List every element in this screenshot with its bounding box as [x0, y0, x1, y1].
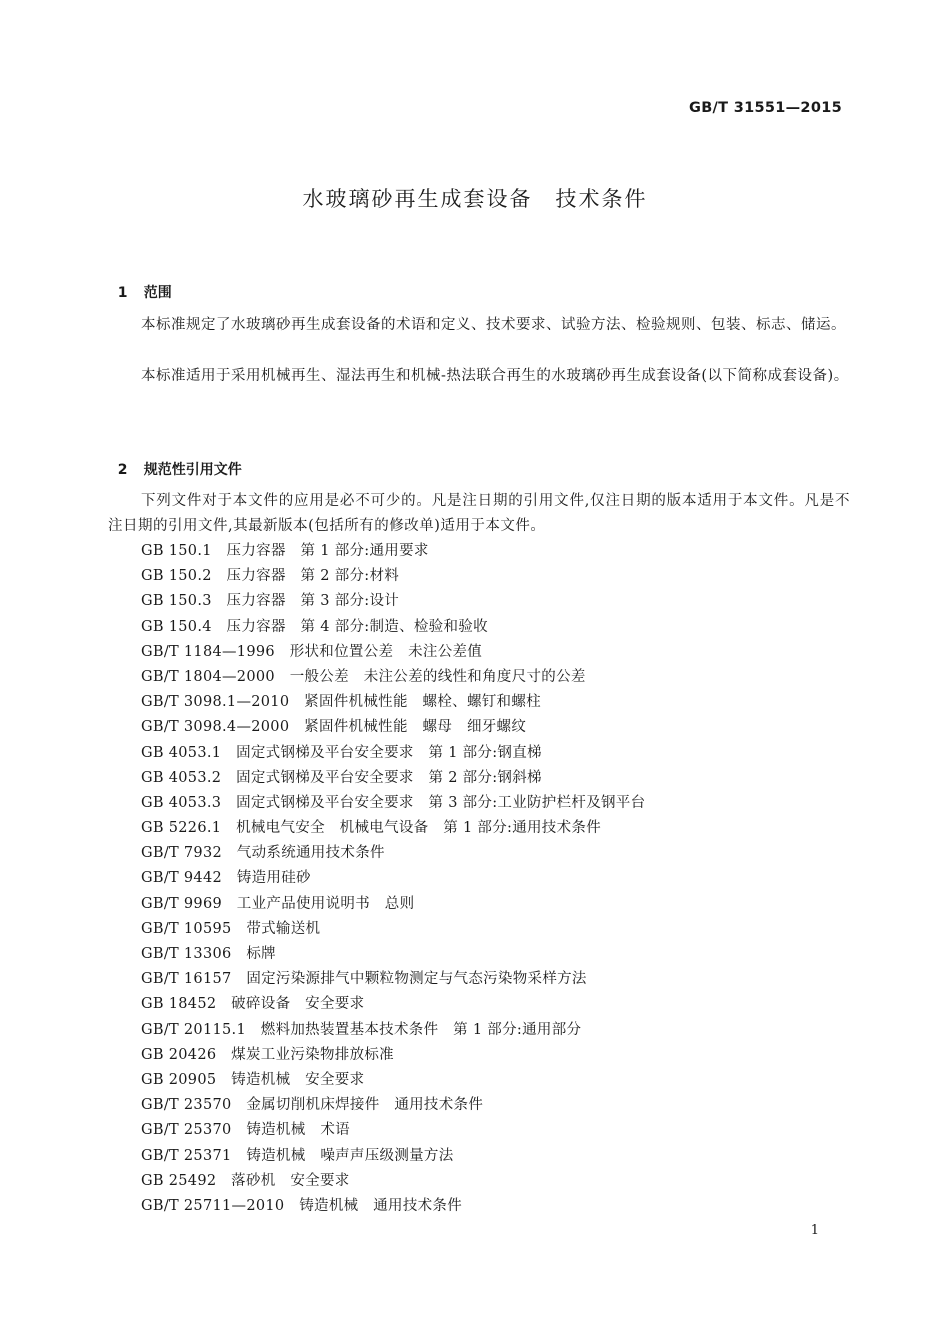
reference-item: GB/T 3098.1—2010 紧固件机械性能 螺栓、螺钉和螺柱 [141, 694, 541, 711]
reference-item: GB/T 23570 金属切削机床焊接件 通用技术条件 [141, 1097, 484, 1114]
reference-item: GB 4053.1 固定式钢梯及平台安全要求 第 1 部分:钢直梯 [141, 744, 542, 761]
reference-item: GB 20426 煤炭工业污染物排放标准 [141, 1046, 394, 1063]
reference-item: GB 4053.2 固定式钢梯及平台安全要求 第 2 部分:钢斜梯 [141, 769, 542, 786]
reference-item: GB/T 9969 工业产品使用说明书 总则 [141, 895, 415, 912]
reference-item: GB 18452 破碎设备 安全要求 [141, 996, 365, 1013]
refs-intro-paragraph: 下列文件对于本文件的应用是必不可少的。凡是注日期的引用文件,仅注日期的版本适用于本文件。凡是不注日期的引用文件,其最新版本(包括所有的修改单)适用于本文件。 [108, 493, 850, 534]
reference-item: GB 150.3 压力容器 第 3 部分:设计 [141, 593, 400, 610]
reference-item: GB/T 10595 带式输送机 [141, 920, 321, 937]
reference-item: GB 25492 落砂机 安全要求 [141, 1172, 350, 1189]
section-1-title: 范围 [143, 285, 172, 301]
reference-item: GB/T 25371 铸造机械 噪声声压级测量方法 [141, 1147, 454, 1164]
reference-item: GB/T 25370 铸造机械 术语 [141, 1122, 350, 1139]
reference-item: GB/T 25711—2010 铸造机械 通用技术条件 [141, 1197, 463, 1214]
scope-paragraph-1: 本标准规定了水玻璃砂再生成套设备的术语和定义、技术要求、试验方法、检验规则、包装、标志、储运。 [141, 317, 846, 333]
section-2-number: 2 [117, 462, 128, 478]
document-title: 水玻璃砂再生成套设备 技术条件 [302, 187, 648, 211]
reference-item: GB 4053.3 固定式钢梯及平台安全要求 第 3 部分:工业防护栏杆及钢平台 [141, 794, 646, 811]
section-1-number: 1 [117, 285, 128, 301]
reference-item: GB/T 13306 标牌 [141, 946, 276, 962]
reference-item: GB/T 16157 固定污染源排气中颗粒物测定与气态污染物采样方法 [141, 971, 587, 988]
reference-item: GB 5226.1 机械电气安全 机械电气设备 第 1 部分:通用技术条件 [141, 820, 602, 837]
section-2-heading [108, 443, 242, 479]
reference-item: GB/T 3098.4—2000 紧固件机械性能 螺母 细牙螺纹 [141, 719, 527, 736]
reference-item: GB 20905 铸造机械 安全要求 [141, 1071, 365, 1088]
reference-item: GB/T 20115.1 燃料加热装置基本技术条件 第 1 部分:通用部分 [141, 1021, 582, 1038]
reference-item: GB/T 1804—2000 一般公差 未注公差的线性和角度尺寸的公差 [141, 668, 586, 685]
section-1-heading [108, 266, 172, 302]
reference-item: GB/T 1184—1996 形状和位置公差 未注公差值 [141, 643, 483, 660]
standard-number: GB/T 31551—2015 [689, 100, 842, 116]
page-number: 1 [810, 1223, 819, 1238]
section-2-title: 规范性引用文件 [143, 462, 242, 478]
reference-item: GB/T 9442 铸造用硅砂 [141, 870, 311, 887]
reference-item: GB/T 7932 气动系统通用技术条件 [141, 845, 385, 862]
scope-paragraph-2: 本标准适用于采用机械再生、湿法再生和机械-热法联合再生的水玻璃砂再生成套设备(以下简称成套设备)。 [141, 368, 849, 384]
reference-item: GB 150.2 压力容器 第 2 部分:材料 [141, 568, 400, 585]
reference-list [141, 539, 645, 1219]
reference-item: GB 150.4 压力容器 第 4 部分:制造、检验和验收 [141, 618, 488, 635]
reference-item: GB 150.1 压力容器 第 1 部分:通用要求 [141, 543, 429, 559]
